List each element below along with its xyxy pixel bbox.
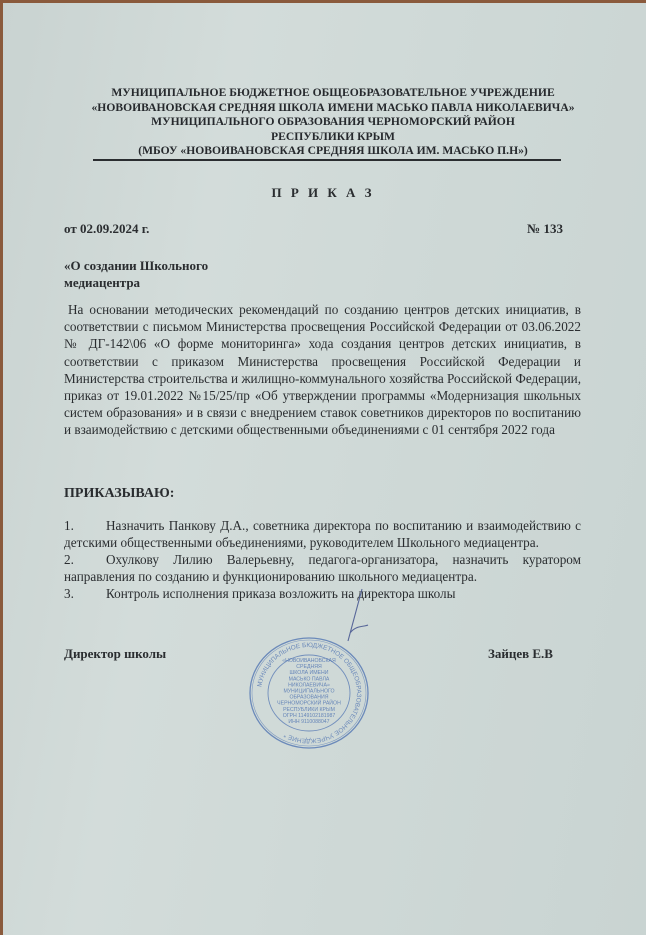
stamp-center-line: НИКОЛАЕВИЧА» bbox=[288, 682, 330, 689]
signatory-position: Директор школы bbox=[64, 646, 167, 661]
stamp-center-line: ЧЕРНОМОРСКИЙ РАЙОН bbox=[277, 700, 341, 707]
subject-line: «О создании Школьного bbox=[64, 258, 209, 273]
orders-list bbox=[64, 517, 581, 602]
handwritten-signature bbox=[330, 585, 390, 645]
orders-heading: ПРИКАЗЫВАЮ: bbox=[64, 486, 175, 501]
stamp-center-line: ИНН 9110088047 bbox=[288, 719, 330, 725]
header-line: МУНИЦИПАЛЬНОГО ОБРАЗОВАНИЯ ЧЕРНОМОРСКИЙ РАЙОН bbox=[151, 115, 515, 129]
order-item-number: 1. bbox=[64, 518, 74, 533]
stamp-center-line: СРЕДНЯЯ bbox=[296, 664, 322, 671]
order-number: № 133 bbox=[527, 221, 563, 236]
signatory-name: Зайцев Е.В bbox=[488, 646, 553, 661]
header-line: РЕСПУБЛИКИ КРЫМ bbox=[271, 129, 395, 143]
order-item bbox=[64, 517, 581, 551]
order-item-number: 2. bbox=[64, 552, 74, 567]
subject-line: медиацентра bbox=[64, 275, 141, 290]
order-item-text: Контроль исполнения приказа возложить на директора школы bbox=[106, 586, 456, 601]
order-item-number: 3. bbox=[64, 586, 74, 601]
stamp-center-line: ШКОЛА ИМЕНИ bbox=[289, 670, 329, 677]
stamp-center-line: «НОВОИВАНОВСКАЯ bbox=[282, 658, 336, 664]
order-item bbox=[64, 585, 581, 602]
institution-header bbox=[83, 86, 583, 159]
order-item bbox=[64, 551, 581, 585]
header-line: МУНИЦИПАЛЬНОЕ БЮДЖЕТНОЕ ОБЩЕОБРАЗОВАТЕЛЬНОЕ УЧРЕЖДЕНИЕ bbox=[111, 86, 555, 99]
preamble-paragraph: На основании методических рекомендаций по созданию центров детских инициатив, в соответствии с письмом Министерства просвещения Российской Федерации от 03.06.2022 № ДГ-142\06 «О форме мониторинга» хода создания центров детских инициатив, в соответствии с приказом Министерства просвещения Российской Федерации и Министерства строительства и жилищно-коммунального хозяйства Российской Федерации, приказ от 19.01.2022 №15/25/пр «Об утверждении программы «Модернизация школьных систем образования» и в связи с внедрением ставок советников директоров по воспитанию и взаимодействию с детскими общественными объединениями с 01 сентября 2022 года bbox=[64, 302, 581, 438]
order-item-text: Назначить Панкову Д.А., советника директора по воспитанию и взаимодействию с детскими общественными объединениями, руководителем Школьного медиацентра. bbox=[64, 518, 581, 550]
stamp-center-line: МУНИЦИПАЛЬНОГО bbox=[283, 688, 335, 695]
order-date: от 02.09.2024 г. bbox=[64, 221, 150, 236]
stamp-ring-text: МУНИЦИПАЛЬНОЕ БЮДЖЕТНОЕ ОБЩЕОБРАЗОВАТЕЛЬНОЕ УЧРЕЖДЕНИЕ * bbox=[256, 641, 363, 745]
header-divider bbox=[93, 159, 561, 161]
stamp-center-line: ОБРАЗОВАНИЯ bbox=[289, 694, 329, 701]
document-page bbox=[3, 3, 646, 935]
official-stamp bbox=[248, 636, 370, 750]
order-subject bbox=[64, 257, 264, 291]
stamp-center-line: ОГРН 1149102181987 bbox=[282, 712, 336, 719]
header-line: «НОВОИВАНОВСКАЯ СРЕДНЯЯ ШКОЛА ИМЕНИ МАСЬКО ПАВЛА НИКОЛАЕВИЧА» bbox=[91, 100, 575, 114]
stamp-center-line: РЕСПУБЛИКИ КРЫМ bbox=[283, 706, 335, 713]
header-line: (МБОУ «НОВОИВАНОВСКАЯ СРЕДНЯЯ ШКОЛА ИМ. МАСЬКО П.Н») bbox=[138, 144, 528, 158]
order-item-text: Охулкову Лилию Валерьевну, педагога-организатора, назначить куратором направления по созданию и функционированию школьного медиацентра. bbox=[64, 552, 581, 584]
stamp-center-line: МАСЬКО ПАВЛА bbox=[288, 676, 330, 683]
document-title: П Р И К А З bbox=[271, 185, 375, 200]
